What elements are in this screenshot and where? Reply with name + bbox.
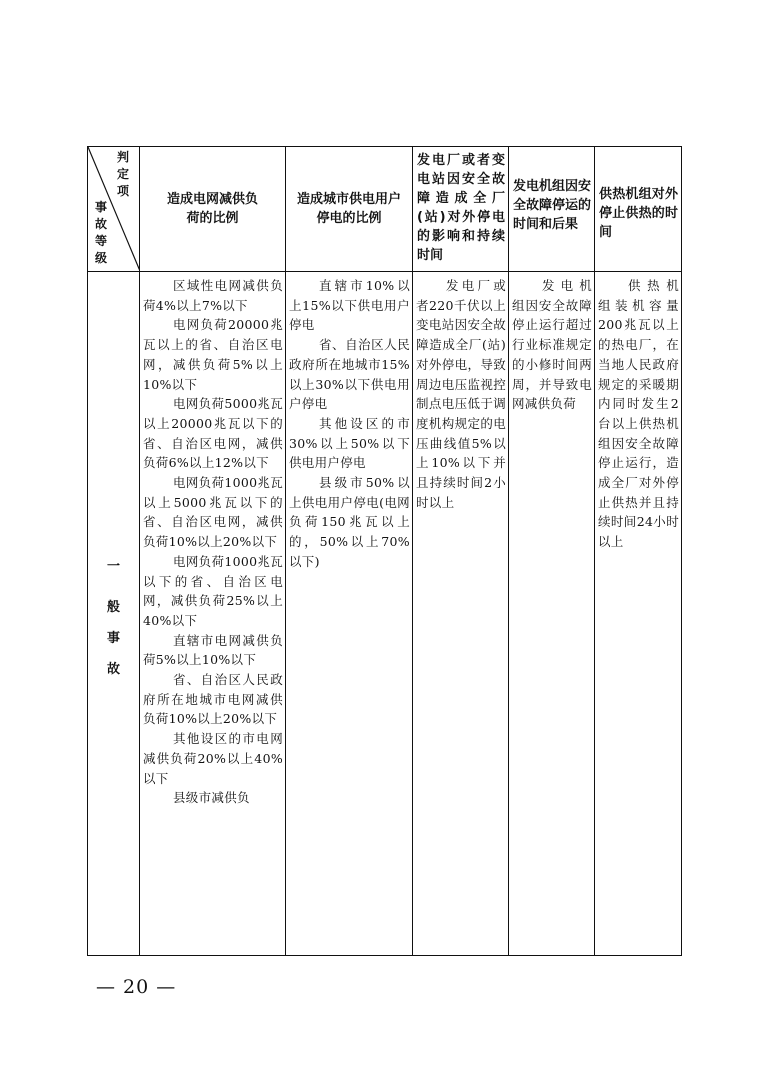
grade-char-2: 般 bbox=[106, 600, 120, 615]
load-item: 电网负荷20000兆瓦以上的省、自治区电网，减供负荷5%以上10%以下 bbox=[143, 317, 283, 392]
load-item: 县级市减供负 bbox=[173, 790, 250, 806]
outage-item: 县级市50%以上供电用户停电(电网负荷150兆瓦以上的，50%以上70%以下) bbox=[289, 475, 410, 569]
cell-station-outage bbox=[413, 272, 509, 956]
diagonal-header-cell bbox=[88, 147, 140, 272]
general-accident-row bbox=[88, 272, 682, 956]
page-number: — 20 — bbox=[96, 976, 177, 998]
load-item: 省、自治区人民政府所在地城市电网减供负荷10%以上20%以下 bbox=[143, 672, 283, 727]
grade-label-general-accident bbox=[88, 272, 140, 956]
cell-heating-stop bbox=[595, 272, 682, 956]
diag-label-bottom-4: 级 bbox=[94, 251, 107, 265]
header-col-user-outage: 造成城市供电用户停电的比例 bbox=[286, 147, 413, 272]
generator-item: 发电机组因安全故障停止运行超过行业标准规定的小修时间两周，并导致电网减供负荷 bbox=[512, 278, 592, 412]
cell-generator-outage bbox=[509, 272, 595, 956]
load-item: 电网负荷5000兆瓦以上20000兆瓦以下的省、自治区电网，减供负荷6%以上12%以下 bbox=[143, 396, 283, 471]
diag-label-top-3: 项 bbox=[116, 184, 129, 198]
diag-label-bottom-1: 事 bbox=[94, 200, 107, 214]
heating-item: 供热机组装机容量200兆瓦以上的热电厂，在当地人民政府规定的采暖期内同时发生2台以上供热机组因安全故障停止运行，造成全厂对外停止供热并且持续时间24小时以上 bbox=[598, 278, 679, 550]
station-item: 发电厂或者220千伏以上变电站因安全故障造成全厂(站)对外停电，导致周边电压监视控制点电压低于调度机构规定的电压曲线值5%以上10%以下并且持续时间2小时以上 bbox=[416, 278, 506, 510]
cell-user-outage bbox=[286, 272, 413, 956]
outage-item: 直辖市10%以上15%以下供电用户停电 bbox=[289, 278, 410, 333]
load-item: 其他设区的市电网减供负荷20%以上40%以下 bbox=[143, 731, 283, 786]
outage-item: 省、自治区人民政府所在地城市15%以上30%以下供电用户停电 bbox=[289, 337, 410, 412]
diag-label-top-1: 判 bbox=[116, 150, 129, 164]
grade-char-1: 一 bbox=[106, 559, 120, 574]
diag-label-bottom-3: 等 bbox=[94, 234, 107, 248]
accident-grade-table bbox=[87, 146, 682, 956]
header-col-heating-stop: 供热机组对外停止供热的时间 bbox=[595, 147, 682, 272]
load-item: 直辖市电网减供负荷5%以上10%以下 bbox=[143, 632, 283, 668]
load-item: 电网负荷1000兆瓦以下的省、自治区电网，减供负荷25%以上40%以下 bbox=[143, 553, 283, 628]
diag-label-bottom-2: 故 bbox=[94, 217, 107, 231]
diag-label-top-2: 定 bbox=[116, 167, 129, 181]
load-item: 电网负荷1000兆瓦以上5000兆瓦以下的省、自治区电网，减供负荷10%以上20%以下 bbox=[143, 475, 283, 550]
header-col-load-reduction: 造成电网减供负荷的比例 bbox=[140, 147, 286, 272]
load-item: 区域性电网减供负荷4%以上7%以下 bbox=[143, 278, 283, 313]
grade-char-3: 事 bbox=[106, 631, 120, 646]
grade-char-4: 故 bbox=[106, 662, 120, 677]
table-header-row bbox=[88, 147, 682, 272]
outage-item: 其他设区的市30%以上50%以下供电用户停电 bbox=[289, 415, 410, 471]
cell-load-reduction bbox=[140, 272, 286, 956]
header-col-generator-outage: 发电机组因安全故障停运的时间和后果 bbox=[509, 147, 595, 272]
header-col-station-outage: 发电厂或者变电站因安全故障造成全厂(站)对外停电的影响和持续时间 bbox=[413, 147, 509, 272]
